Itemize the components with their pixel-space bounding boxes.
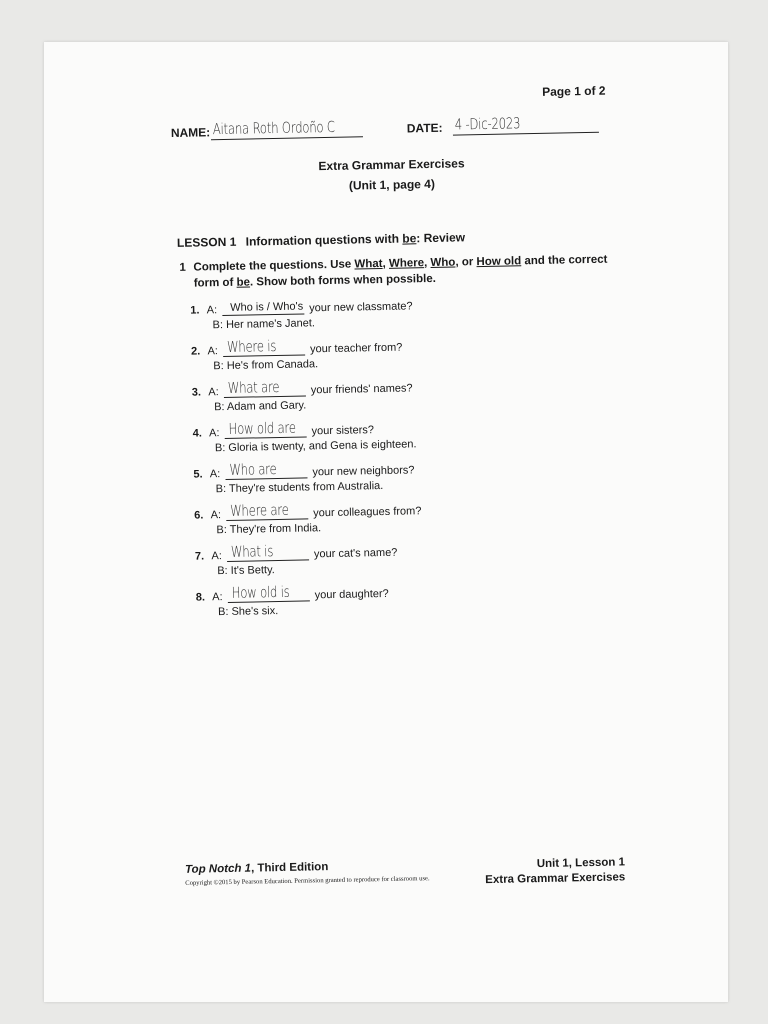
exercise-number: 1 xyxy=(179,261,186,274)
speaker-a: A: xyxy=(207,345,219,358)
lesson-title-prefix: Information questions with xyxy=(245,231,403,249)
response-line: B: It's Betty. xyxy=(217,564,275,578)
page-number: Page 1 of 2 xyxy=(542,83,606,99)
question-line xyxy=(191,337,403,359)
answer-blank[interactable] xyxy=(227,584,309,603)
speaker-a: A: xyxy=(206,304,218,317)
name-field xyxy=(211,114,363,140)
item-number: 4. xyxy=(192,427,202,440)
lesson-number: LESSON 1 xyxy=(176,234,237,250)
response-line: B: They're students from Australia. xyxy=(215,479,384,496)
response-line: B: She's six. xyxy=(217,605,279,619)
speaker-a: A: xyxy=(209,468,221,481)
exercise-item xyxy=(196,579,617,628)
question-text: your new classmate? xyxy=(309,300,413,315)
exercise-items xyxy=(190,292,616,628)
speaker-a: A: xyxy=(211,550,222,563)
item-number: 8. xyxy=(195,591,206,604)
lesson-title-keyword: be xyxy=(402,231,417,246)
answer-handwriting: Where is xyxy=(226,337,277,356)
question-text: your friends' names? xyxy=(310,382,413,397)
response-line: B: Gloria is twenty, and Gena is eighteen. xyxy=(214,438,417,455)
book-name: Top Notch 1 xyxy=(184,862,252,876)
question-text: your colleagues from? xyxy=(313,505,422,520)
copyright-notice: Copyright ©2015 by Pearson Education. Permission granted to reproduce for classroom use. xyxy=(185,875,430,887)
date-value: 4 -Dic-2023 xyxy=(454,114,521,134)
answer-handwriting: How old is xyxy=(231,582,290,602)
page-subtitle: (Unit 1, page 4) xyxy=(348,176,436,193)
speaker-a: A: xyxy=(208,386,219,399)
answer-blank[interactable] xyxy=(224,379,306,398)
question-text: your sisters? xyxy=(311,424,375,438)
response-line: B: Adam and Gary. xyxy=(214,399,307,414)
answer-blank[interactable] xyxy=(226,502,308,521)
book-edition: , Third Edition xyxy=(250,861,329,875)
page-title: Extra Grammar Exercises xyxy=(318,156,465,174)
date-field xyxy=(453,110,599,136)
question-text: your new neighbors? xyxy=(312,464,415,479)
footer-right xyxy=(485,855,626,888)
date-label: DATE: xyxy=(406,120,443,136)
footer-section: Extra Grammar Exercises xyxy=(485,871,626,887)
question-line xyxy=(192,377,413,399)
speaker-a: A: xyxy=(210,509,222,522)
answer-handwriting: Where are xyxy=(229,500,289,520)
question-text: your daughter? xyxy=(314,587,389,602)
speaker-a: A: xyxy=(208,427,220,440)
instr-sep3: , or xyxy=(455,256,477,269)
response-line: B: He's from Canada. xyxy=(213,358,319,373)
question-text: your cat's name? xyxy=(313,546,398,561)
question-line xyxy=(193,459,414,481)
question-line xyxy=(196,583,389,605)
answer-handwriting: Who are xyxy=(229,460,277,479)
answer-blank[interactable] xyxy=(223,338,305,357)
item-number: 7. xyxy=(194,550,205,563)
speaker-a: A: xyxy=(212,591,223,604)
item-number: 5. xyxy=(193,468,203,481)
unit-lesson: Unit 1, Lesson 1 xyxy=(536,856,626,871)
response-line: B: Her name's Janet. xyxy=(212,317,316,332)
name-value: Aitana Roth Ordoño C xyxy=(212,117,335,139)
instr-part2: and the correct form of xyxy=(193,253,608,290)
answer-blank[interactable] xyxy=(225,461,307,480)
answer-handwriting: How old are xyxy=(228,418,296,438)
item-number: 1. xyxy=(190,304,200,317)
response-line: B: They're from India. xyxy=(216,522,322,537)
instr-word-how-old: How old xyxy=(476,255,522,269)
instr-sep2: , xyxy=(423,257,431,270)
instr-word-what: What xyxy=(354,257,383,271)
answer-text: Who is / Who's xyxy=(230,300,304,314)
question-line xyxy=(194,500,422,522)
instr-word-who: Who xyxy=(430,256,456,270)
item-number: 6. xyxy=(194,509,204,522)
answer-blank[interactable] xyxy=(227,543,309,562)
answer-handwriting: What is xyxy=(230,542,274,561)
item-number: 2. xyxy=(190,345,201,358)
name-label: NAME: xyxy=(170,125,211,140)
answer-blank[interactable] xyxy=(222,297,304,316)
answer-blank[interactable] xyxy=(224,420,306,439)
instr-part1: Complete the questions. Use xyxy=(193,258,355,274)
question-text: your teacher from? xyxy=(309,341,403,356)
question-line xyxy=(192,419,374,440)
question-line xyxy=(190,295,413,317)
instr-word-where: Where xyxy=(388,257,425,270)
item-number: 3. xyxy=(191,386,202,399)
answer-handwriting: What are xyxy=(227,377,280,397)
instr-sep1: , xyxy=(382,257,390,270)
instr-word-be: be xyxy=(236,276,251,289)
question-line xyxy=(195,542,398,564)
instr-part3: . Show both forms when possible. xyxy=(249,272,437,289)
lesson-title-suffix: : Review xyxy=(416,230,466,246)
